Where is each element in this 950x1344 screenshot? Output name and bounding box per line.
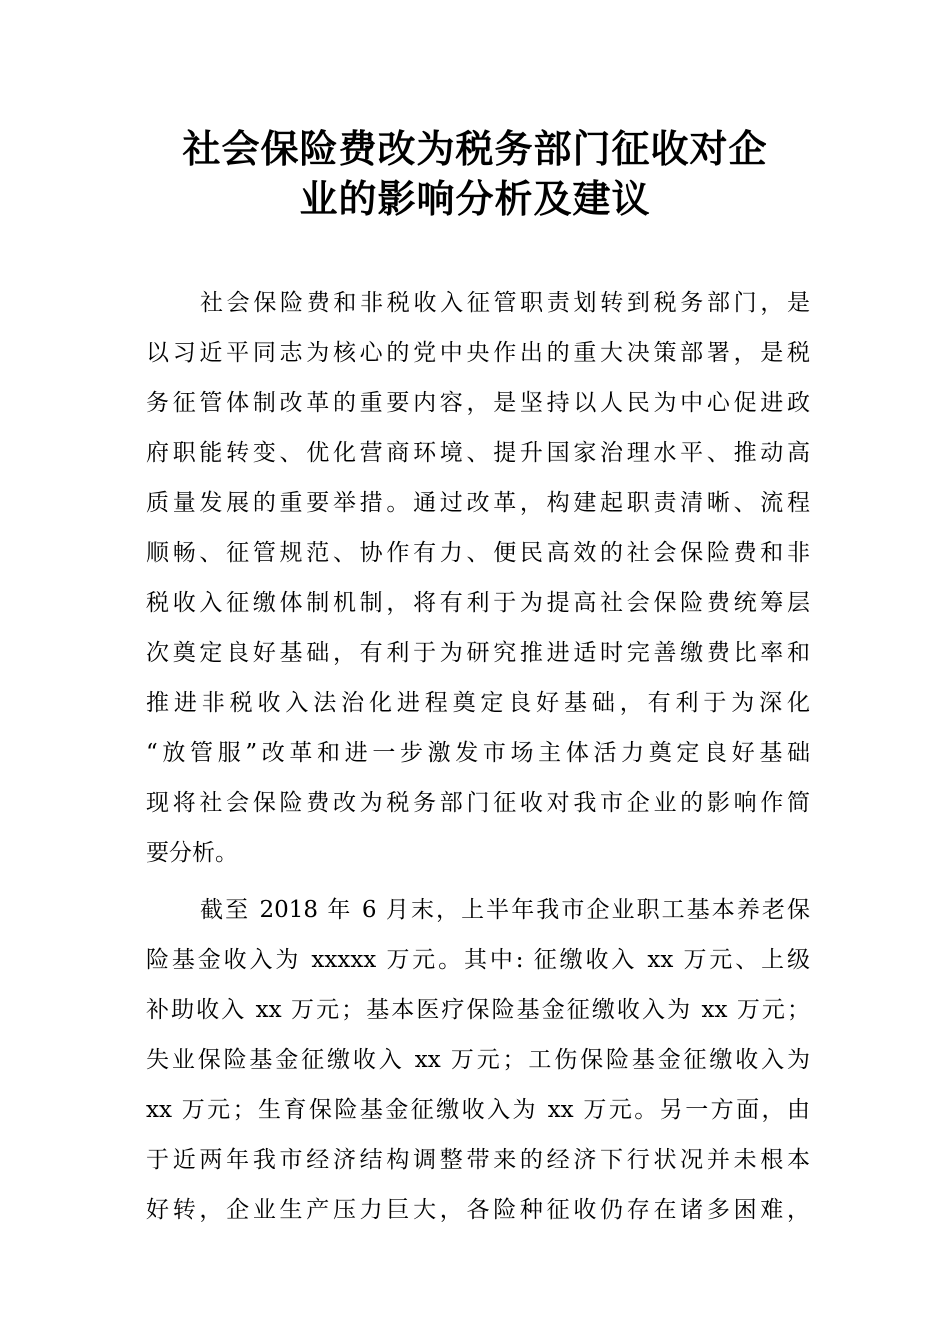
paragraph-line: 失业保险基金征缴收入 xx 万元；工伤保险基金征缴收入为 <box>146 1047 810 1073</box>
paragraph-line: 税收入征缴体制机制，将有利于为提高社会保险费统筹层 <box>146 590 810 616</box>
paragraph-line: 好转，企业生产压力巨大，各险种征收仍存在诸多困难， <box>146 1197 810 1223</box>
title-line: 社会保险费改为税务部门征收对企 <box>182 126 768 171</box>
title-line: 业的影响分析及建议 <box>299 176 651 221</box>
body-paragraph-statistics <box>146 885 810 1235</box>
paragraph-line: 现将社会保险费改为税务部门征收对我市企业的影响作简 <box>146 790 810 816</box>
paragraph-line: 推进非税收入法治化进程奠定良好基础，有利于为深化 <box>146 690 810 716</box>
paragraph-line: 补助收入 xx 万元；基本医疗保险基金征缴收入为 xx 万元； <box>146 997 810 1023</box>
body-paragraph-intro <box>146 278 810 878</box>
paragraph-line: “放管服”改革和进一步激发市场主体活力奠定良好基础 <box>146 740 810 766</box>
paragraph-line: 以习近平同志为核心的党中央作出的重大决策部署，是税 <box>146 340 810 366</box>
paragraph-line: 府职能转变、优化营商环境、提升国家治理水平、推动高 <box>146 440 810 466</box>
paragraph-line: 次奠定良好基础，有利于为研究推进适时完善缴费比率和 <box>146 640 810 666</box>
document-title <box>130 124 820 224</box>
paragraph-line: 要分析。 <box>146 840 238 866</box>
paragraph-line: 社会保险费和非税收入征管职责划转到税务部门，是 <box>200 290 810 316</box>
paragraph-line: 截至 2018 年 6 月末，上半年我市企业职工基本养老保 <box>200 897 810 923</box>
paragraph-line: 顺畅、征管规范、协作有力、便民高效的社会保险费和非 <box>146 540 810 566</box>
paragraph-line: xx 万元；生育保险基金征缴收入为 xx 万元。另一方面，由 <box>146 1097 810 1123</box>
paragraph-line: 务征管体制改革的重要内容，是坚持以人民为中心促进政 <box>146 390 810 416</box>
paragraph-line: 于近两年我市经济结构调整带来的经济下行状况并未根本 <box>146 1147 810 1173</box>
paragraph-line: 质量发展的重要举措。通过改革，构建起职责清晰、流程 <box>146 490 810 516</box>
paragraph-line: 险基金收入为 xxxxx 万元。其中: 征缴收入 xx 万元、上级 <box>146 947 810 973</box>
